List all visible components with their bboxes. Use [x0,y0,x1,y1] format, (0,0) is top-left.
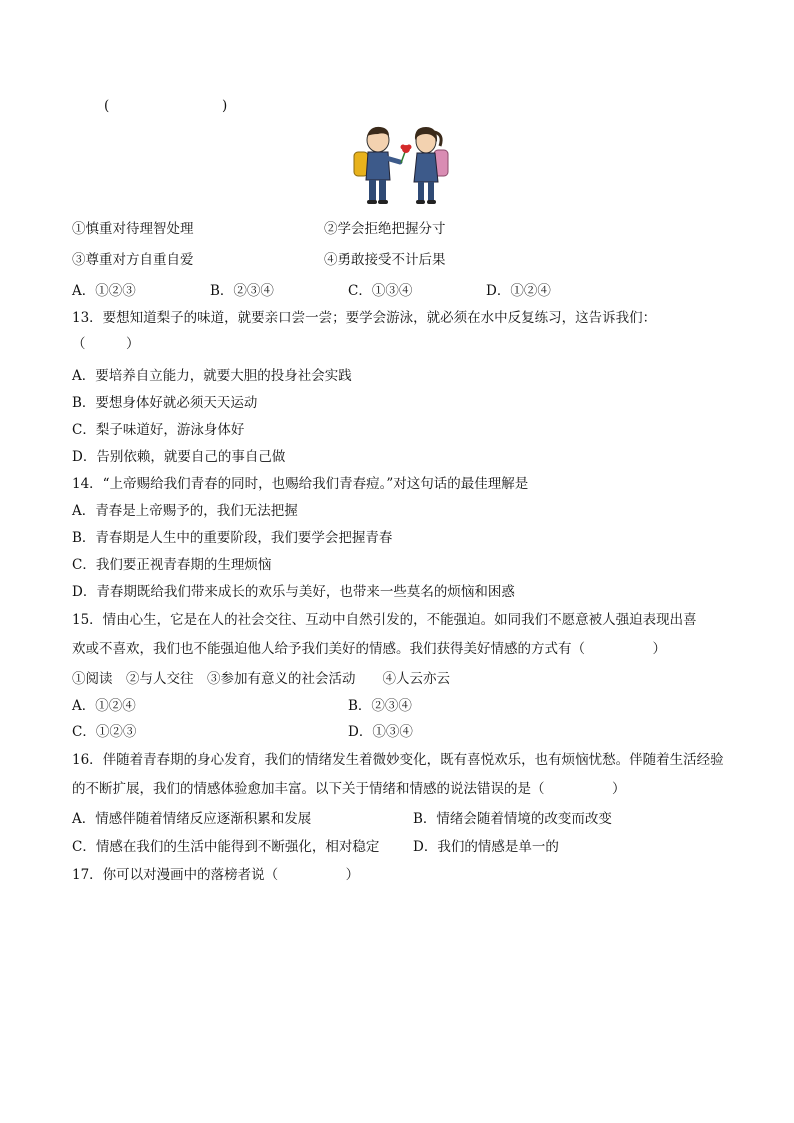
flower-icon [401,145,412,164]
q13-option-a[interactable]: A．要培养自立能力，就要大胆的投身社会实践 [72,368,352,384]
q12-option-d[interactable]: D．①②④ [486,283,551,299]
q12-statement-3: ③尊重对方自重自爱 [72,252,194,268]
q14-option-d[interactable]: D．青春期既给我们带来成长的欢乐与美好，也带来一些莫名的烦恼和困惑 [72,584,515,600]
girl-figure [414,127,448,204]
q15-option-d[interactable]: D．①③④ [348,724,413,740]
q14-option-b[interactable]: B．青春期是人生中的重要阶段，我们要学会把握青春 [72,530,393,546]
q12-option-c[interactable]: C．①③④ [348,283,413,299]
q15-option-a[interactable]: A．①②④ [72,698,136,714]
q12-option-b[interactable]: B．②③④ [210,283,274,299]
q15-statements: ①阅读 ②与人交往 ③参加有意义的社会活动 ④人云亦云 [72,671,450,687]
q12-statement-2: ②学会拒绝把握分寸 [324,221,446,237]
q16-option-b[interactable]: B．情绪会随着情境的改变而改变 [413,811,612,827]
q12-bracket-close: ) [222,98,228,114]
q13-option-c[interactable]: C．梨子味道好，游泳身体好 [72,422,245,438]
q16-option-a[interactable]: A．情感伴随着情绪反应逐渐积累和发展 [72,811,312,827]
q14-stem: 14．“上帝赐给我们青春的同时，也赐给我们青春痘。”对这句话的最佳理解是 [72,476,529,492]
q15-option-c[interactable]: C．①②③ [72,724,137,740]
q13-stem: 13．要想知道梨子的味道，就要亲口尝一尝；要学会游泳，就必须在水中反复练习，这告诉我们： [72,310,657,326]
boy-giving-flower-illustration [348,124,454,206]
q14-option-a[interactable]: A．青春是上帝赐予的，我们无法把握 [72,503,298,519]
q13-option-b[interactable]: B．要想身体好就必须天天运动 [72,395,258,411]
boy-figure [354,127,400,204]
q12-statement-4: ④勇敢接受不计后果 [324,252,446,268]
q15-stem-line-1: 15．情由心生，它是在人的社会交往、互动中自然引发的，不能强迫。如同我们不愿意被人强迫表现出喜 [72,612,697,628]
q13-bracket: （ ） [72,336,140,352]
q12-statement-1: ①慎重对待理智处理 [72,221,194,237]
q13-option-d[interactable]: D．告别依赖，就要自己的事自己做 [72,449,286,465]
q14-option-c[interactable]: C．我们要正视青春期的生理烦恼 [72,557,272,573]
q17-stem: 17．你可以对漫画中的落榜者说（ ） [72,867,360,883]
q16-option-c[interactable]: C．情感在我们的生活中能得到不断强化，相对稳定 [72,839,380,855]
q12-bracket-open: ( [104,98,110,114]
q12-option-a[interactable]: A．①②③ [72,283,136,299]
q16-stem-line-1: 16．伴随着青春期的身心发育，我们的情绪发生着微妙变化，既有喜悦欢乐，也有烦恼忧愁。伴随着生活经验 [72,752,724,768]
q15-stem-line-2: 欢或不喜欢，我们也不能强迫他人给予我们美好的情感。我们获得美好情感的方式有（ ） [72,641,666,657]
q16-option-d[interactable]: D．我们的情感是单一的 [413,839,559,855]
q16-stem-line-2: 的不断扩展，我们的情感体验愈加丰富。以下关于情绪和情感的说法错误的是（ ） [72,781,626,797]
q15-option-b[interactable]: B．②③④ [348,698,412,714]
